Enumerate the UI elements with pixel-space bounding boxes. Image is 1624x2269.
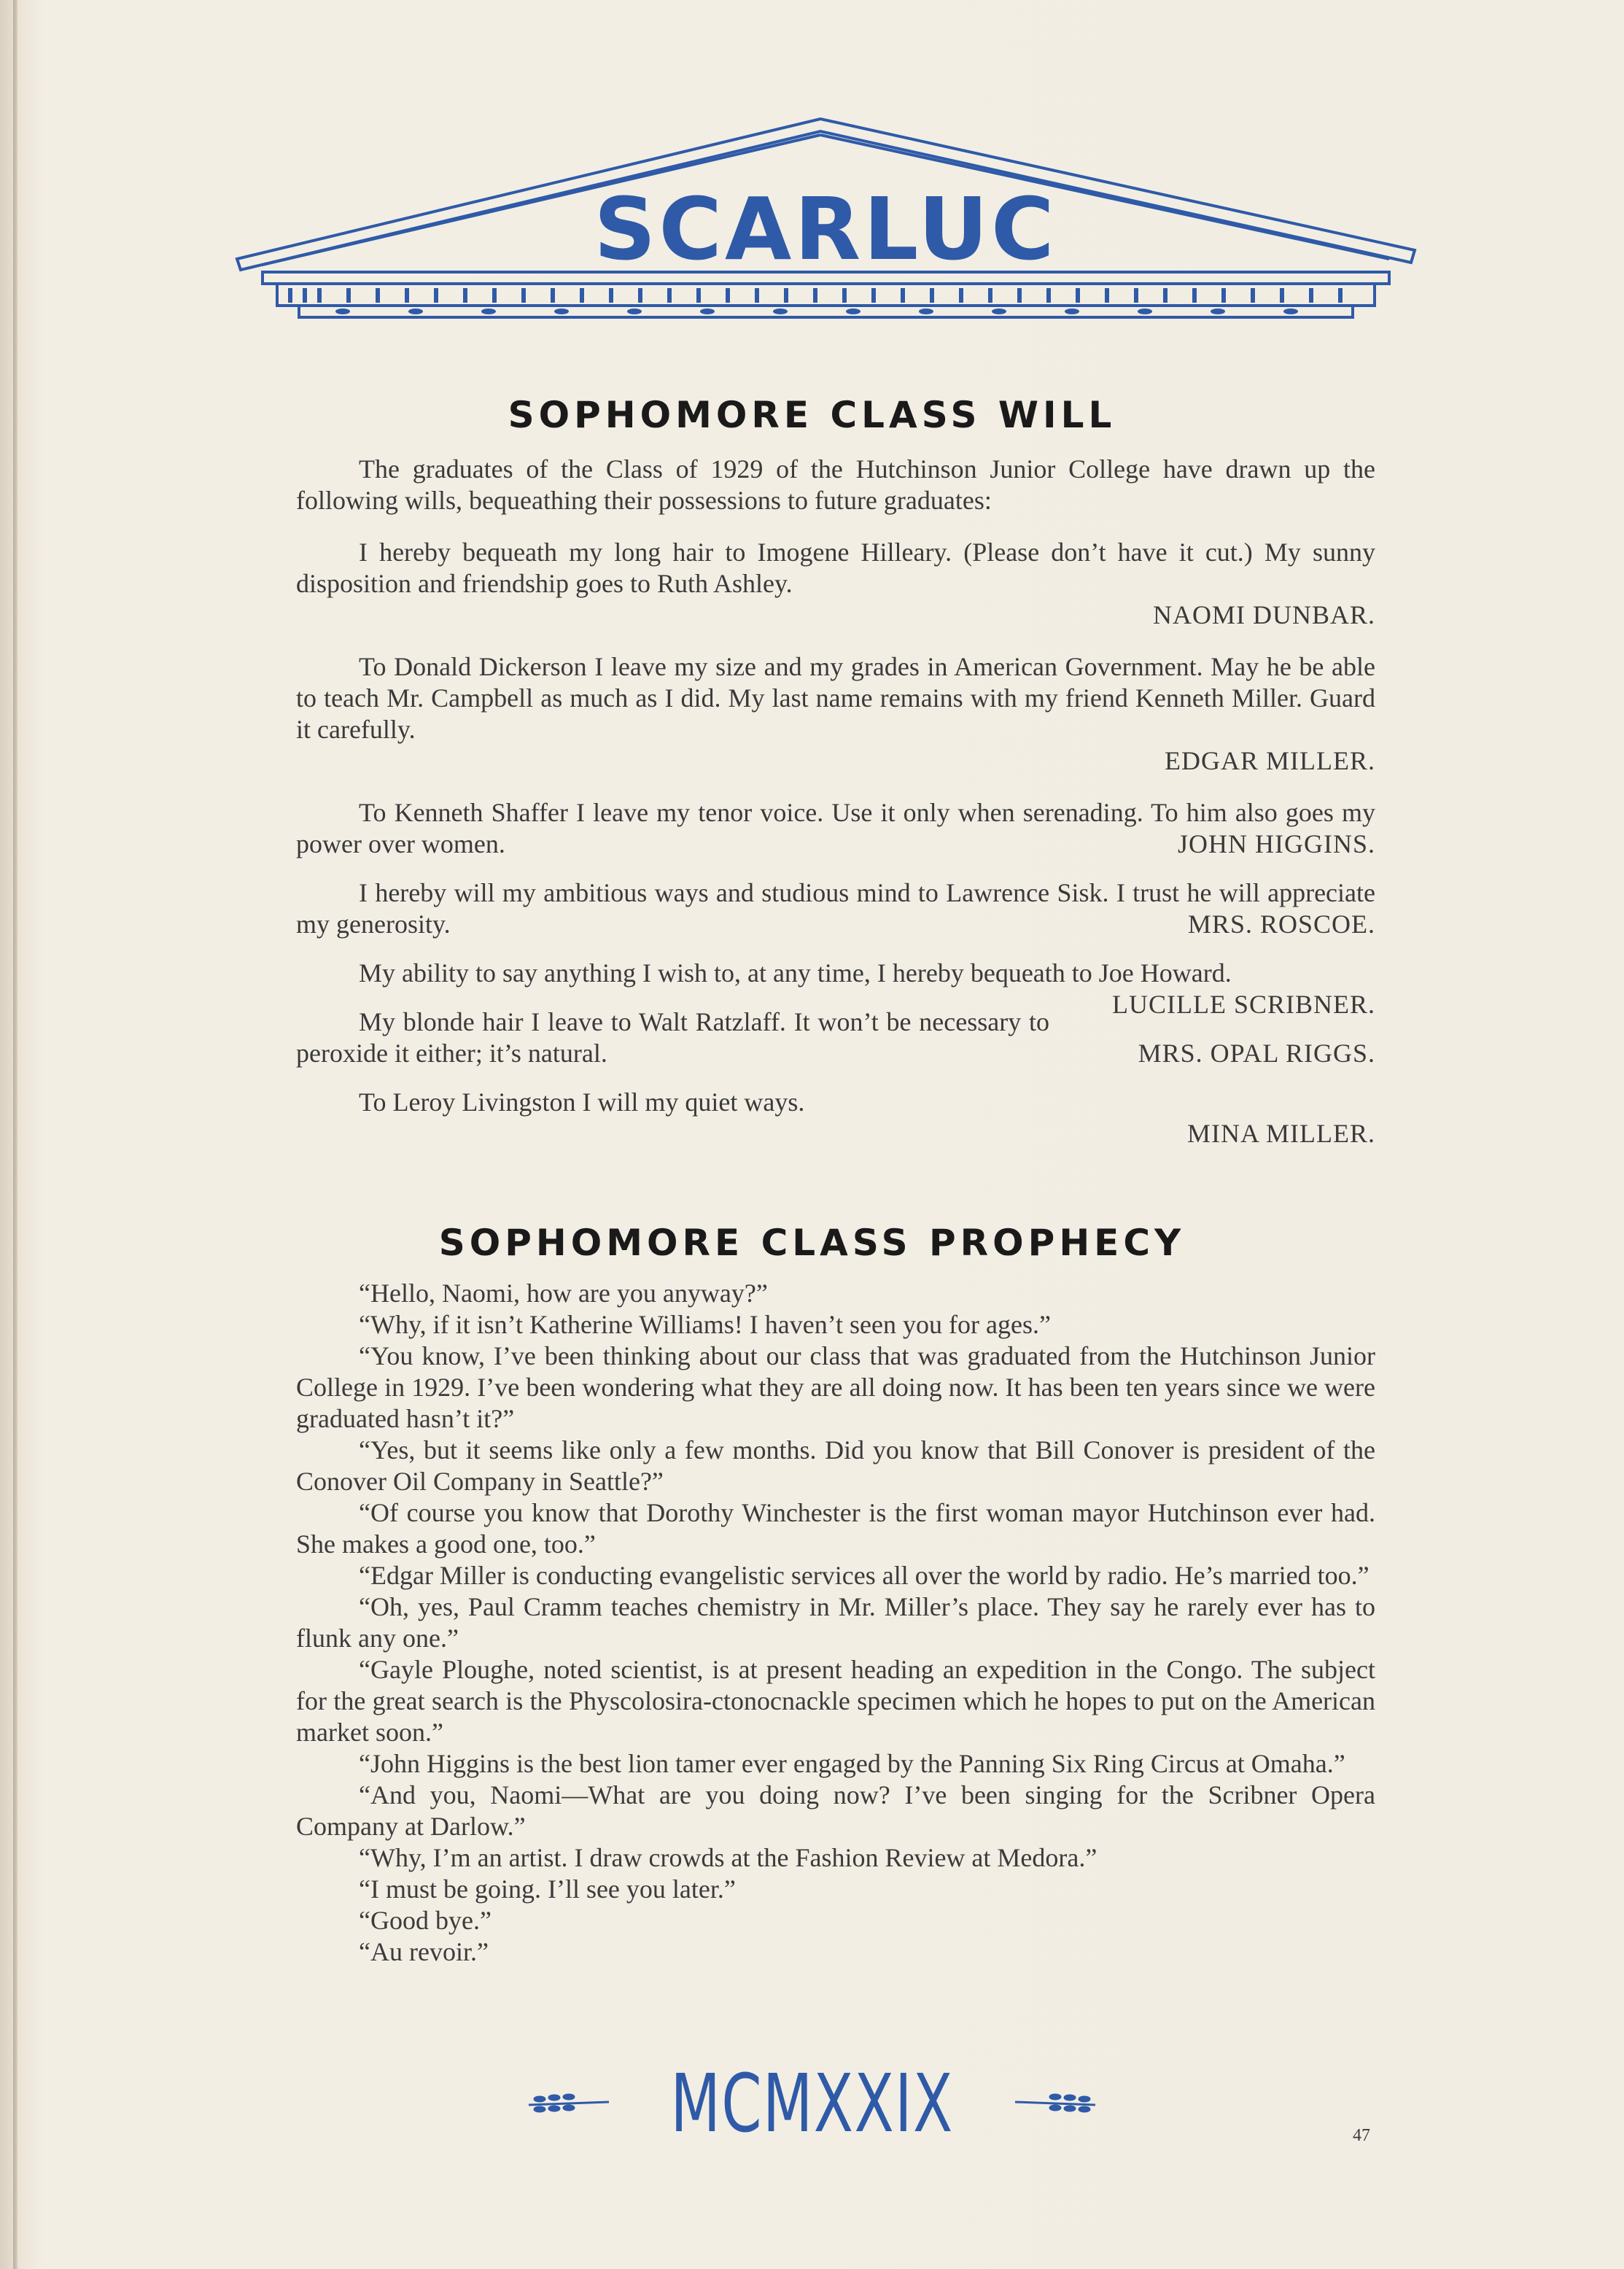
prophecy-paragraph: “Hello, Naomi, how are you anyway?” — [359, 1279, 768, 1308]
will-entry-signature: EDGAR MILLER. — [1165, 746, 1375, 775]
prophecy-paragraph: “Oh, yes, Paul Cramm teaches chemistry in Mr. Miller’s place. They say he rarely ever has to flunk any one.” — [296, 1592, 1375, 1653]
will-entry-signature: NAOMI DUNBAR. — [1152, 600, 1375, 629]
will-entry — [296, 651, 1375, 777]
footer-year-roman: MCMXXIX — [670, 2057, 954, 2150]
prophecy-paragraph: “Gayle Ploughe, noted scientist, is at present heading an expedition in the Congo. The subject for the great search is the Physcolosira-ctonocnackle specimen which he hopes to put on the American market soon.” — [296, 1655, 1375, 1747]
will-entry — [296, 797, 1375, 860]
page-footer — [0, 2057, 1624, 2150]
laurel-sprig-left-icon — [525, 2089, 613, 2118]
will-entry-text: I hereby bequeath my long hair to Imogene Hilleary. (Please don’t have it cut.) My sunny disposition and friendship goes to Ruth Ashley. — [296, 538, 1375, 598]
laurel-sprig-right-icon — [1011, 2089, 1099, 2118]
prophecy-paragraph: “And you, Naomi—What are you doing now? I’ve been singing for the Scribner Opera Company at Darlow.” — [296, 1780, 1375, 1841]
prophecy-paragraph: “John Higgins is the best lion tamer ever engaged by the Panning Six Ring Circus at Omaha.” — [359, 1749, 1345, 1778]
prophecy-paragraph: “Au revoir.” — [359, 1937, 489, 1966]
prophecy-section — [296, 1278, 1375, 1968]
will-entry-text: I hereby will my ambitious ways and studious mind to Lawrence Sisk. I trust he will appreciate my generosity. — [296, 878, 1375, 939]
will-heading: SOPHOMORE CLASS WILL — [508, 394, 1116, 436]
will-entry — [296, 1087, 1375, 1149]
prophecy-paragraph: “Edgar Miller is conducting evangelistic services all over the world by radio. He’s married too.” — [359, 1561, 1369, 1590]
will-entry-signature: LUCILLE SCRIBNER. — [1111, 990, 1375, 1019]
prophecy-paragraph: “Of course you know that Dorothy Winchester is the first woman mayor Hutchinson ever had. She makes a good one, too.” — [296, 1498, 1375, 1559]
prophecy-paragraph: “I must be going. I’ll see you later.” — [359, 1874, 736, 1904]
will-entry-text: To Kenneth Shaffer I leave my tenor voice. Use it only when serenading. To him also goes my power over women. — [296, 798, 1375, 858]
prophecy-paragraph: “Why, if it isn’t Katherine Williams! I haven’t seen you for ages.” — [359, 1310, 1051, 1339]
will-section — [296, 454, 1375, 1149]
prophecy-paragraph: “Why, I’m an artist. I draw crowds at the Fashion Review at Medora.” — [359, 1843, 1097, 1872]
will-entry-signature: MRS. ROSCOE. — [1187, 909, 1375, 939]
masthead-title: SCARLUC — [594, 179, 1057, 279]
will-entry — [296, 958, 1375, 1019]
will-entry-text: To Donald Dickerson I leave my size and my grades in American Government. May he be able to teach Mr. Campbell as much as I did. My last name remains with my friend Kenneth Miller. Guard it carefully. — [296, 652, 1375, 744]
will-entry — [296, 877, 1375, 940]
page-binding-edge — [13, 0, 18, 2269]
will-entry-signature: MRS. OPAL RIGGS. — [1138, 1039, 1375, 1068]
prophecy-heading: SOPHOMORE CLASS PROPHECY — [438, 1222, 1186, 1264]
pediment-graphic — [233, 113, 1418, 339]
prophecy-paragraph: “You know, I’ve been thinking about our class that was graduated from the Hutchinson Junior College in 1929. I’ve been wondering what they are all doing now. It has been ten years since we were graduated hasn’t it?” — [296, 1341, 1375, 1433]
will-entry-signature: JOHN HIGGINS. — [1178, 829, 1375, 858]
will-entry-text: My ability to say anything I wish to, at any time, I hereby bequeath to Joe Howard. — [359, 958, 1232, 988]
will-entry-text: To Leroy Livingston I will my quiet ways. — [359, 1087, 805, 1117]
will-entry — [296, 537, 1375, 631]
masthead-logo — [233, 113, 1418, 339]
will-intro: The graduates of the Class of 1929 of the Hutchinson Junior College have drawn up the following wills, bequeathing their possessions to future graduates: — [296, 454, 1375, 515]
prophecy-paragraph: “Yes, but it seems like only a few months. Did you know that Bill Conover is president of the Conover Oil Company in Seattle?” — [296, 1435, 1375, 1496]
page-number: 47 — [1353, 2126, 1370, 2145]
will-entry-signature: MINA MILLER. — [1187, 1119, 1375, 1148]
prophecy-paragraph: “Good bye.” — [359, 1906, 492, 1935]
will-entry-text: My blonde hair I leave to Walt Ratzlaff. It won’t be necessary to peroxide it either; it’s natural. — [296, 1007, 1049, 1068]
